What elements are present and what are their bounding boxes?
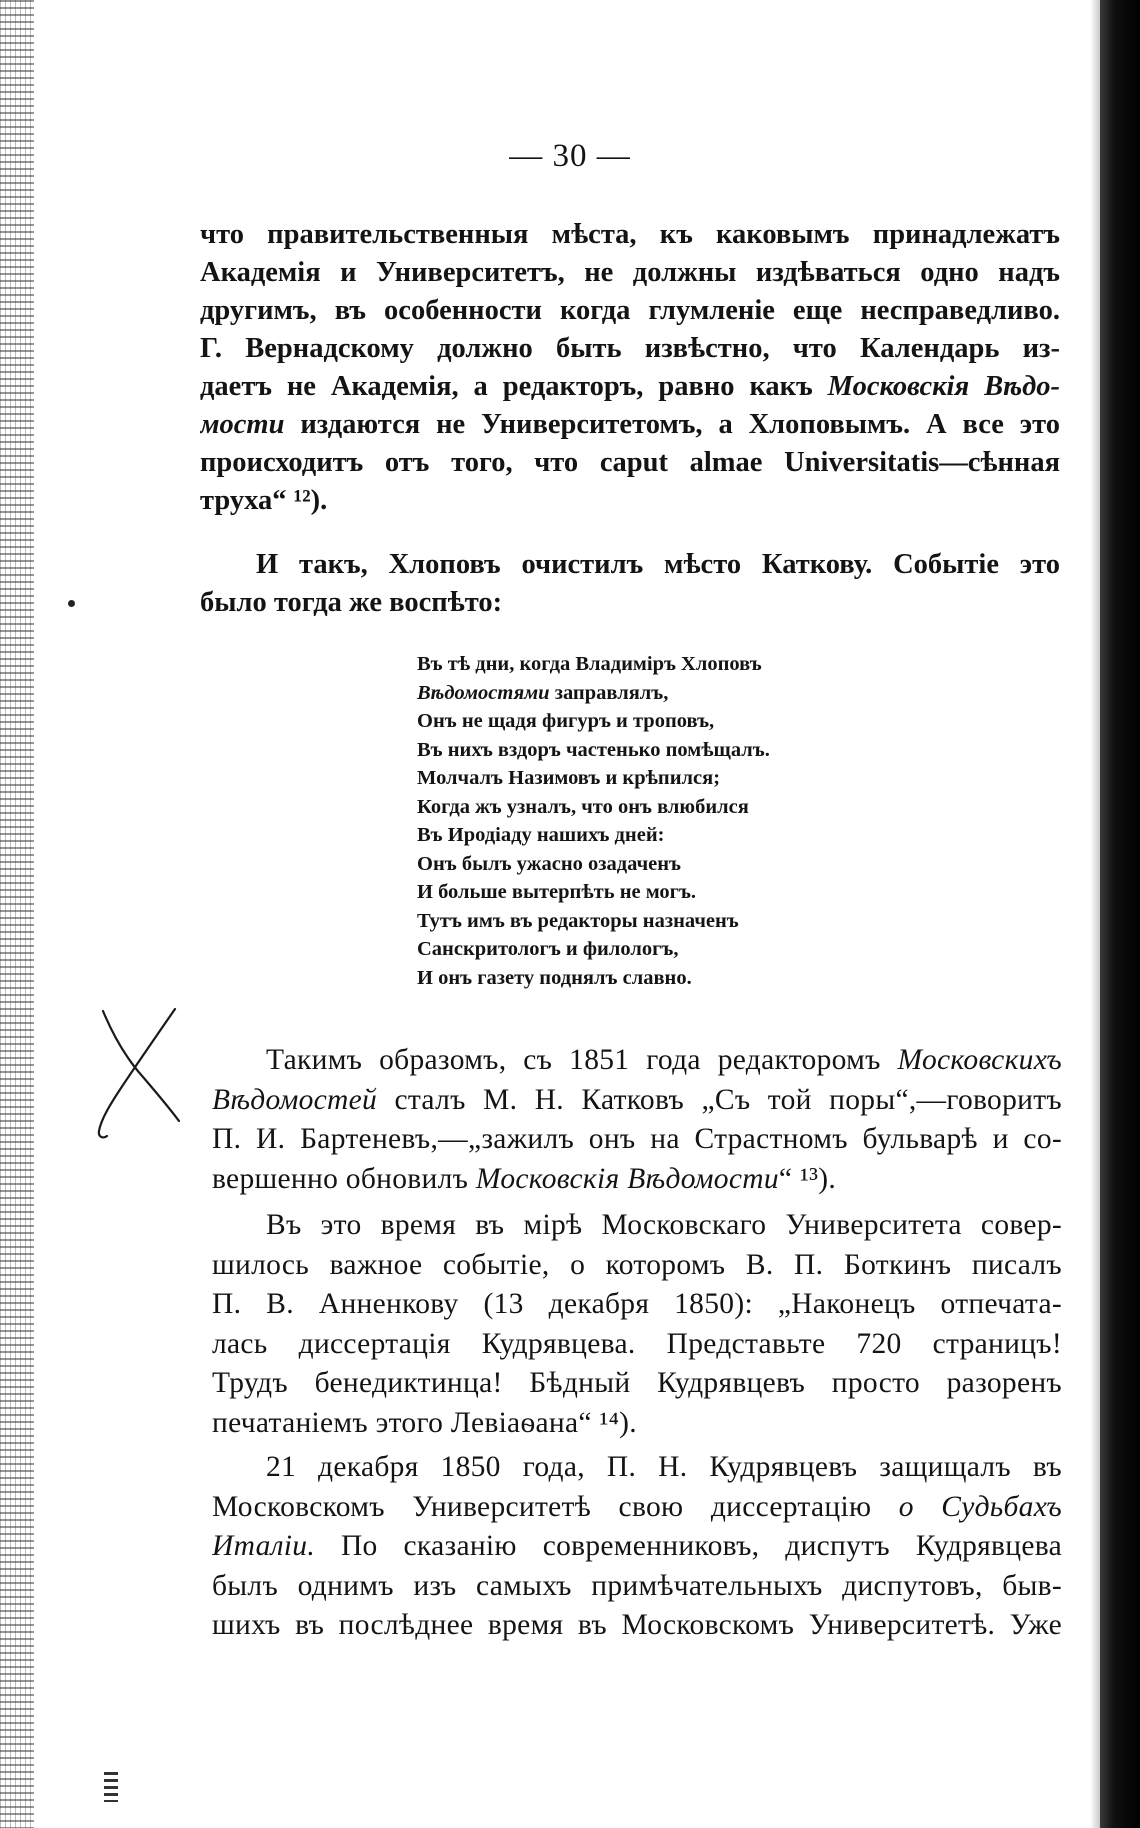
text-line: Въ это время въ мірѣ Московскаго Университета совер-	[266, 1209, 1062, 1241]
text-line: Г. Вернадскому должно быть извѣстно, что Календарь из-	[200, 333, 1060, 364]
text-run: Такимъ образомъ, съ 1851 года редакторомъ	[266, 1044, 898, 1076]
text-line	[212, 1527, 1062, 1567]
text-line: 21 декабря 1850 года, П. Н. Кудрявцевъ защищалъ въ	[266, 1451, 1062, 1483]
paragraph-1	[200, 216, 1060, 520]
poem	[417, 650, 897, 992]
text-line	[212, 1488, 1062, 1528]
page-number: — 30 —	[509, 138, 631, 174]
italic-title: Московскихъ	[897, 1044, 1062, 1076]
text-run: По сказанію современниковъ, диспутъ Кудрявцева	[315, 1530, 1062, 1562]
text-line: происходитъ отъ того, что caput almae Universitatis—сѣнная	[200, 447, 1060, 478]
text-line: Трудъ бенедиктинца! Бѣдный Кудрявцевъ просто разоренъ	[212, 1367, 1062, 1399]
italic-title: Италіи.	[212, 1530, 316, 1562]
paragraph-4	[212, 1206, 1062, 1443]
text-line	[200, 406, 1060, 444]
text-line: лась диссертація Кудрявцева. Представьте 720 страницъ!	[212, 1327, 1062, 1360]
text-line: П. И. Бартеневъ,—„зажилъ онъ на Страстномъ бульварѣ и со-	[212, 1123, 1062, 1155]
margin-smudge	[104, 1772, 118, 1802]
text-run: “ ¹³).	[778, 1162, 837, 1195]
paragraph-3	[212, 1041, 1062, 1199]
italic-title: Вѣдомостей	[212, 1083, 378, 1116]
italic-title: Московскія Вѣдо-	[827, 371, 1060, 402]
poem-verse: Тутъ имъ въ редакторы назначенъ	[417, 909, 739, 932]
italic-title: мости	[200, 409, 285, 440]
text-run: даетъ не Академія, а редакторъ, равно какъ	[200, 371, 828, 402]
paragraph-2	[200, 546, 1060, 622]
poem-verse: Въ Иродіаду нашихъ дней:	[417, 824, 665, 846]
text-line	[200, 368, 1060, 406]
poem-verse: Въ нихъ вздоръ частенько помѣщалъ.	[417, 738, 770, 761]
text-line	[212, 1081, 1062, 1121]
poem-verse: Въ тѣ дни, когда Владиміръ Хлоповъ	[417, 653, 762, 675]
handwritten-x-mark	[95, 1005, 185, 1145]
text-line	[212, 1041, 1062, 1081]
poem-verse: Когда жъ узналъ, что онъ влюбился	[417, 795, 749, 818]
text-run: заправлялъ,	[549, 681, 669, 704]
poem-verse	[417, 679, 897, 708]
italic-title: Вѣдомостями	[417, 681, 550, 704]
paragraph-5	[212, 1448, 1062, 1646]
text-run: издаются не Университетомъ, а Хлоповымъ. А все это	[284, 409, 1060, 440]
italic-title: Московскія Вѣдомости	[475, 1162, 779, 1195]
text-run: вершенно обновилъ	[212, 1162, 476, 1195]
text-line: И такъ, Хлоповъ очистилъ мѣсто Каткову. Событіе это	[256, 549, 1060, 580]
poem-verse: И онъ газету поднялъ славно.	[417, 966, 692, 989]
text-run: сталъ М. Н. Катковъ „Съ той поры“,—говоритъ	[377, 1083, 1062, 1116]
scan-right-binding	[1100, 0, 1140, 1828]
text-line: былъ однимъ изъ самыхъ примѣчательныхъ диспутовъ, быв-	[212, 1569, 1062, 1602]
margin-dot	[68, 600, 75, 607]
poem-verse: Онъ не щадя фигуръ и троповъ,	[417, 710, 715, 732]
italic-title: о Судьбахъ	[898, 1490, 1062, 1523]
text-line: труха“ ¹²).	[200, 485, 328, 516]
text-line: было тогда же воспѣто:	[200, 587, 503, 618]
text-line: шилось важное событіе, о которомъ В. П. Боткинъ писалъ	[212, 1248, 1062, 1281]
poem-verse: Онъ былъ ужасно озадаченъ	[417, 852, 682, 875]
scan-left-edge	[0, 0, 34, 1828]
text-line: Академія и Университетъ, не должны издѣваться одно надъ	[200, 257, 1060, 288]
poem-verse: Молчалъ Назимовъ и крѣпился;	[417, 767, 721, 789]
text-line: шихъ въ послѣднее время въ Московскомъ Университетѣ. Уже	[212, 1609, 1062, 1641]
text-line	[212, 1160, 1062, 1200]
poem-verse: И больше вытерпѣть не могъ.	[417, 881, 697, 903]
text-line: печатаніемъ этого Левіаѳана“ ¹⁴).	[212, 1406, 637, 1439]
text-line: П. В. Анненкову (13 декабря 1850): „Наконецъ отпечата-	[212, 1288, 1062, 1320]
poem-verse: Санскритологъ и филологъ,	[417, 938, 679, 960]
text-run: Московскомъ Университетѣ свою диссертацію	[212, 1490, 899, 1523]
text-line: что правительственныя мѣста, къ каковымъ принадлежатъ	[200, 219, 1060, 250]
text-line: другимъ, въ особенности когда глумленіе еще несправедливо.	[200, 295, 1060, 326]
